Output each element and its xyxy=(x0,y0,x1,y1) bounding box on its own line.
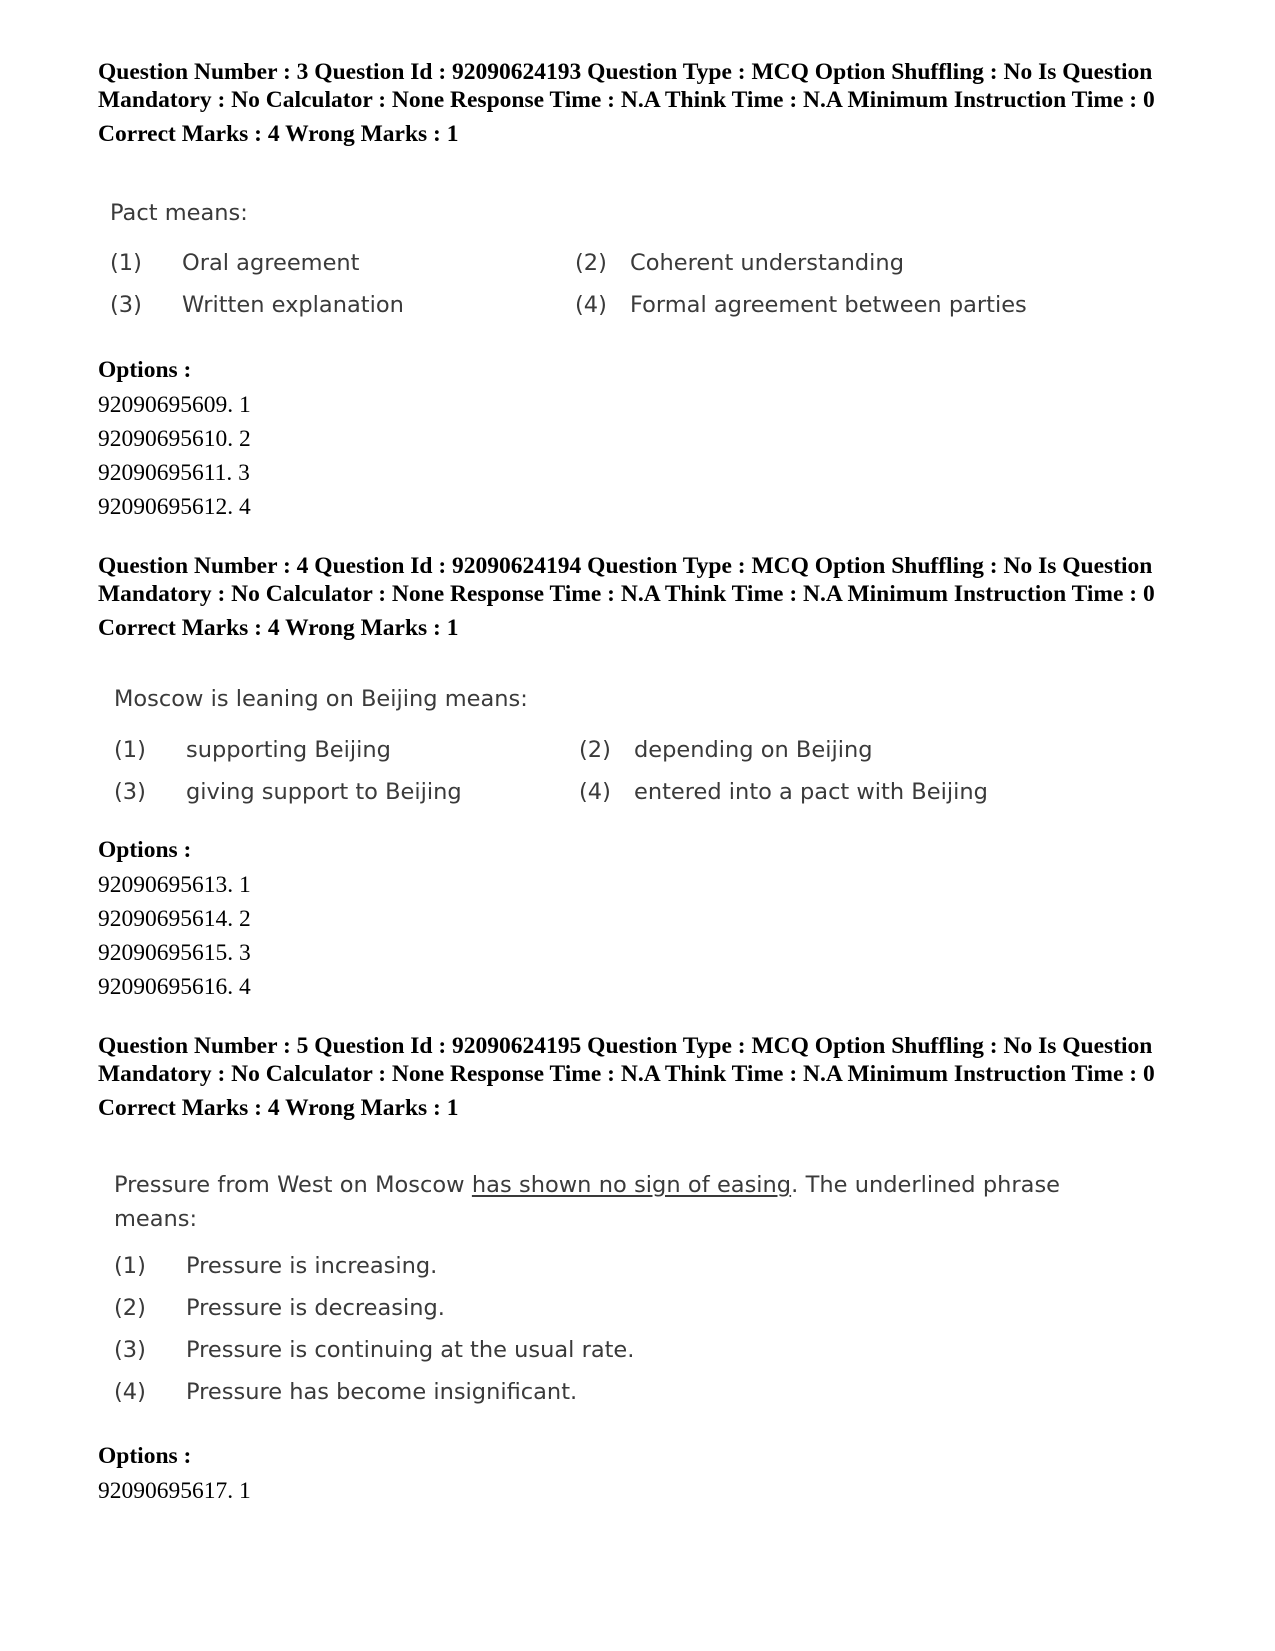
choice-text: entered into a pact with Beijing xyxy=(634,779,988,805)
choice-number: (1) xyxy=(110,250,142,276)
option-item: 92090695609. 1 xyxy=(98,392,251,418)
question-3 xyxy=(98,58,1178,148)
choice-4 xyxy=(114,1379,577,1405)
option-item: 92090695610. 2 xyxy=(98,426,251,452)
choice-4 xyxy=(579,779,988,805)
option-item: 92090695612. 4 xyxy=(98,494,251,520)
choice-number: (4) xyxy=(579,779,611,805)
choice-3 xyxy=(114,1337,634,1363)
choice-2 xyxy=(579,737,873,763)
choice-number: (3) xyxy=(114,779,146,805)
options-list xyxy=(98,836,1178,1004)
options-label: Options : xyxy=(98,357,192,383)
choice-number: (2) xyxy=(114,1295,146,1321)
choice-number: (4) xyxy=(575,292,607,318)
question-4 xyxy=(98,552,1178,642)
choice-text: Formal agreement between parties xyxy=(630,292,1027,318)
choice-1 xyxy=(110,250,360,276)
question-marks: Correct Marks : 4 Wrong Marks : 1 xyxy=(98,121,459,147)
choice-number: (2) xyxy=(575,250,607,276)
choice-number: (3) xyxy=(110,292,142,318)
question-meta: Question Number : 4 Question Id : 92090624194 Question Type : MCQ Option Shuffling : No Is Question Mandatory : No Calculator : None Response Time : N.A Think Time : N.A Minimum Instruction Time : 0 xyxy=(98,553,1155,607)
options-label: Options : xyxy=(98,1443,192,1469)
choice-text: Coherent understanding xyxy=(630,250,904,276)
option-item: 92090695615. 3 xyxy=(98,940,251,966)
choice-text: depending on Beijing xyxy=(634,737,873,763)
question-stem: Moscow is leaning on Beijing means: xyxy=(114,686,528,712)
options-list xyxy=(98,356,1178,524)
choice-2 xyxy=(575,250,904,276)
choice-2 xyxy=(114,1295,445,1321)
choice-text: giving support to Beijing xyxy=(186,779,462,805)
choice-text: Oral agreement xyxy=(182,250,360,276)
choice-text: Pressure is continuing at the usual rate. xyxy=(186,1337,635,1363)
choice-3 xyxy=(114,779,462,805)
choice-list xyxy=(114,1253,1114,1423)
choice-1 xyxy=(114,737,391,763)
question-stem xyxy=(114,1168,1060,1236)
question-marks: Correct Marks : 4 Wrong Marks : 1 xyxy=(98,615,459,641)
choice-1 xyxy=(114,1253,437,1279)
question-5 xyxy=(98,1032,1178,1122)
options-label: Options : xyxy=(98,837,192,863)
choice-4 xyxy=(575,292,1027,318)
choice-3 xyxy=(110,292,404,318)
options-list xyxy=(98,1442,1178,1508)
choice-number: (3) xyxy=(114,1337,146,1363)
choice-grid xyxy=(114,737,1114,817)
choice-number: (1) xyxy=(114,1253,146,1279)
choice-number: (4) xyxy=(114,1379,146,1405)
choice-number: (1) xyxy=(114,737,146,763)
option-item: 92090695614. 2 xyxy=(98,906,251,932)
stem-text: . The underlined phrase means: xyxy=(114,1172,1061,1232)
question-meta: Question Number : 3 Question Id : 92090624193 Question Type : MCQ Option Shuffling : No Is Question Mandatory : No Calculator : None Response Time : N.A Think Time : N.A Minimum Instruction Time : 0 xyxy=(98,59,1155,113)
option-item: 92090695616. 4 xyxy=(98,974,251,1000)
question-stem: Pact means: xyxy=(110,200,248,226)
choice-text: Pressure is decreasing. xyxy=(186,1295,445,1321)
choice-grid xyxy=(110,250,1110,330)
choice-text: Pressure has become insignificant. xyxy=(186,1379,578,1405)
choice-text: supporting Beijing xyxy=(186,737,391,763)
question-meta: Question Number : 5 Question Id : 92090624195 Question Type : MCQ Option Shuffling : No Is Question Mandatory : No Calculator : None Response Time : N.A Think Time : N.A Minimum Instruction Time : 0 xyxy=(98,1033,1155,1087)
choice-text: Pressure is increasing. xyxy=(186,1253,438,1279)
underlined-phrase: has shown no sign of easing xyxy=(471,1172,792,1198)
question-marks: Correct Marks : 4 Wrong Marks : 1 xyxy=(98,1095,459,1121)
choice-number: (2) xyxy=(579,737,611,763)
option-item: 92090695613. 1 xyxy=(98,872,251,898)
stem-text: Pressure from West on Moscow xyxy=(114,1172,465,1198)
choice-text: Written explanation xyxy=(182,292,404,318)
option-item: 92090695611. 3 xyxy=(98,460,250,486)
option-item: 92090695617. 1 xyxy=(98,1478,251,1504)
